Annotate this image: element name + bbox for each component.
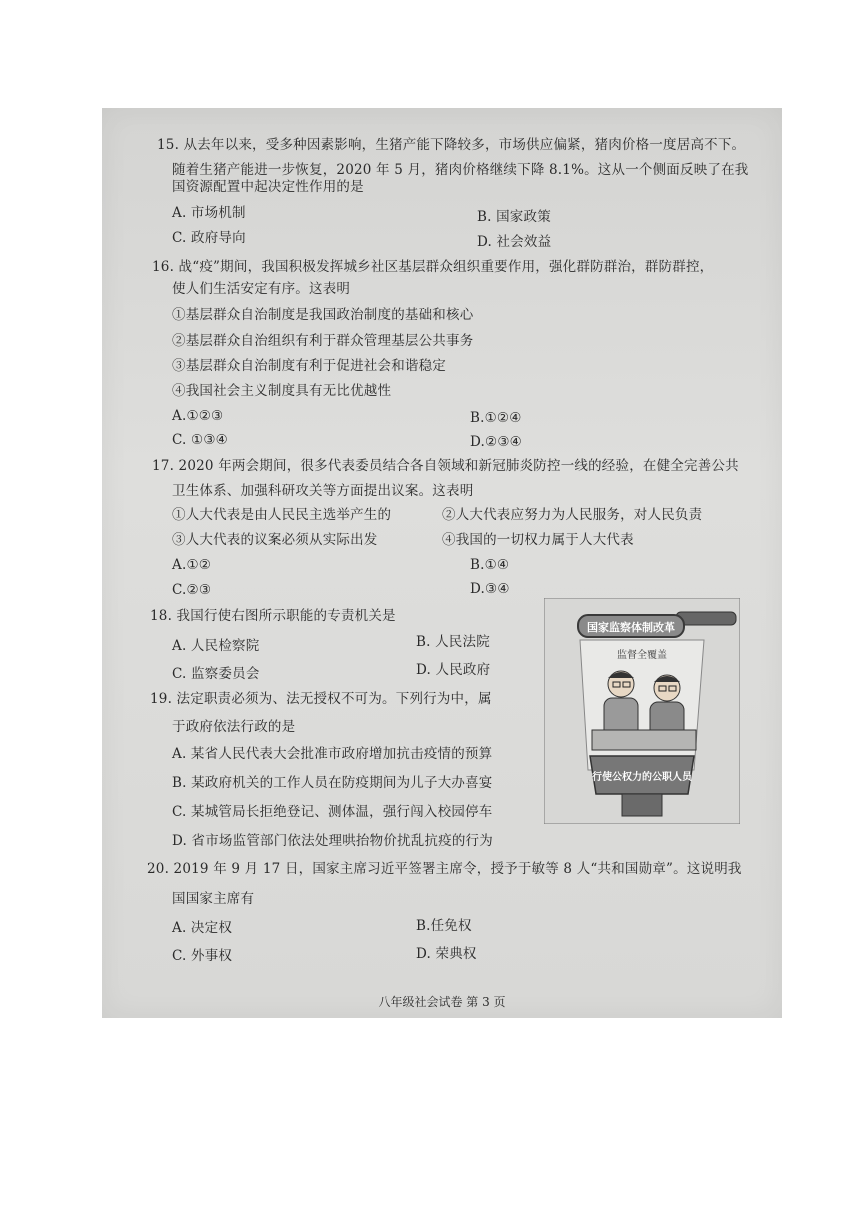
q19-option-c: C. 某城管局长拒绝登记、测体温，强行闯入校园停车 xyxy=(172,804,493,820)
q15-stem-line-3: 国资源配置中起决定性作用的是 xyxy=(172,179,364,195)
q15-stem-line-1: 15. 从去年以来，受多种因素影响，生猪产能下降较多，市场供应偏紧，猪肉价格一度居高不下。 xyxy=(157,137,746,153)
q20-option-c: C. 外事权 xyxy=(172,948,233,964)
q19-option-d: D. 省市场监管部门依法处理哄抬物价扰乱抗疫的行为 xyxy=(172,833,493,849)
q18-option-a: A. 人民检察院 xyxy=(172,638,260,654)
q17-option-d: D.③④ xyxy=(470,581,510,597)
q19-option-b: B. 某政府机关的工作人员在防疫期间为儿子大办喜宴 xyxy=(172,775,493,791)
q19-stem-line-1: 19. 法定职责必须为、法无授权不可为。下列行为中，属 xyxy=(150,691,492,707)
pedestal-stem xyxy=(622,794,662,816)
q17-statement-4: ④我国的一切权力属于人大代表 xyxy=(442,532,634,548)
q16-statement-2: ②基层群众自治组织有利于群众管理基层公共事务 xyxy=(172,333,474,349)
q16-statement-1: ①基层群众自治制度是我国政治制度的基础和核心 xyxy=(172,307,474,323)
q18-option-b: B. 人民法院 xyxy=(416,634,490,650)
q18-option-d: D. 人民政府 xyxy=(416,662,491,678)
q16-option-a: A.①②③ xyxy=(172,408,224,424)
q17-option-b: B.①④ xyxy=(470,557,510,573)
magnifier-handle xyxy=(676,612,736,625)
q16-option-c: C. ①③④ xyxy=(172,432,228,448)
q19-option-a: A. 某省人民代表大会批准市政府增加抗击疫情的预算 xyxy=(172,746,493,762)
q16-option-b: B.①②④ xyxy=(470,410,522,426)
official-figure-left xyxy=(604,671,638,738)
page-footer: 八年级社会试卷 第 3 页 xyxy=(378,995,506,1009)
q15-stem-line-2: 随着生猪产能进一步恢复，2020 年 5 月，猪肉价格继续下降 8.1%。这从一个侧面反映了在我 xyxy=(172,162,749,178)
q20-option-a: A. 决定权 xyxy=(172,920,233,936)
exam-page xyxy=(102,108,782,1018)
q15-option-d: D. 社会效益 xyxy=(477,234,552,250)
official-label: 行使公权力的公职人员 xyxy=(592,772,692,783)
coverage-label: 监督全覆盖 xyxy=(617,650,667,661)
q15-option-c: C. 政府导向 xyxy=(172,230,246,246)
q17-option-c: C.②③ xyxy=(172,582,212,598)
q17-statement-1: ①人大代表是由人民民主选举产生的 xyxy=(172,507,392,523)
q19-stem-line-2: 于政府依法行政的是 xyxy=(172,719,296,735)
q15-option-a: A. 市场机制 xyxy=(172,205,246,221)
desk xyxy=(592,730,696,750)
q16-option-d: D.②③④ xyxy=(470,434,522,450)
q17-option-a: A.①② xyxy=(172,557,212,573)
q20-option-b: B.任免权 xyxy=(416,918,472,934)
q20-stem-line-1: 20. 2019 年 9 月 17 日，国家主席习近平签署主席令，授予于敏等 8 人“共和国勋章”。这说明我 xyxy=(147,861,742,877)
q17-statement-2: ②人大代表应努力为人民服务，对人民负责 xyxy=(442,507,703,523)
q17-stem-line-1: 17. 2020 年两会期间，很多代表委员结合各自领域和新冠肺炎防控一线的经验，在健全完善公共 xyxy=(152,458,739,474)
reform-banner-text: 国家监察体制改革 xyxy=(587,621,675,634)
q18-stem: 18. 我国行使右图所示职能的专责机关是 xyxy=(150,608,396,624)
q17-stem-line-2: 卫生体系、加强科研攻关等方面提出议案。这表明 xyxy=(172,483,474,499)
q16-statement-4: ④我国社会主义制度具有无比优越性 xyxy=(172,383,392,399)
q15-option-b: B. 国家政策 xyxy=(477,209,551,225)
q16-statement-3: ③基层群众自治制度有利于促进社会和谐稳定 xyxy=(172,358,446,374)
q18-option-c: C. 监察委员会 xyxy=(172,666,260,682)
q16-stem-line-1: 16. 战“疫”期间，我国积极发挥城乡社区基层群众组织重要作用，强化群防群治，群防群控， xyxy=(152,259,714,275)
supervision-cartoon xyxy=(544,598,740,824)
q20-option-d: D. 荣典权 xyxy=(416,946,477,962)
q20-stem-line-2: 国国家主席有 xyxy=(172,891,255,907)
q16-stem-line-2: 使人们生活安定有序。这表明 xyxy=(172,281,351,297)
q17-statement-3: ③人大代表的议案必须从实际出发 xyxy=(172,532,378,548)
